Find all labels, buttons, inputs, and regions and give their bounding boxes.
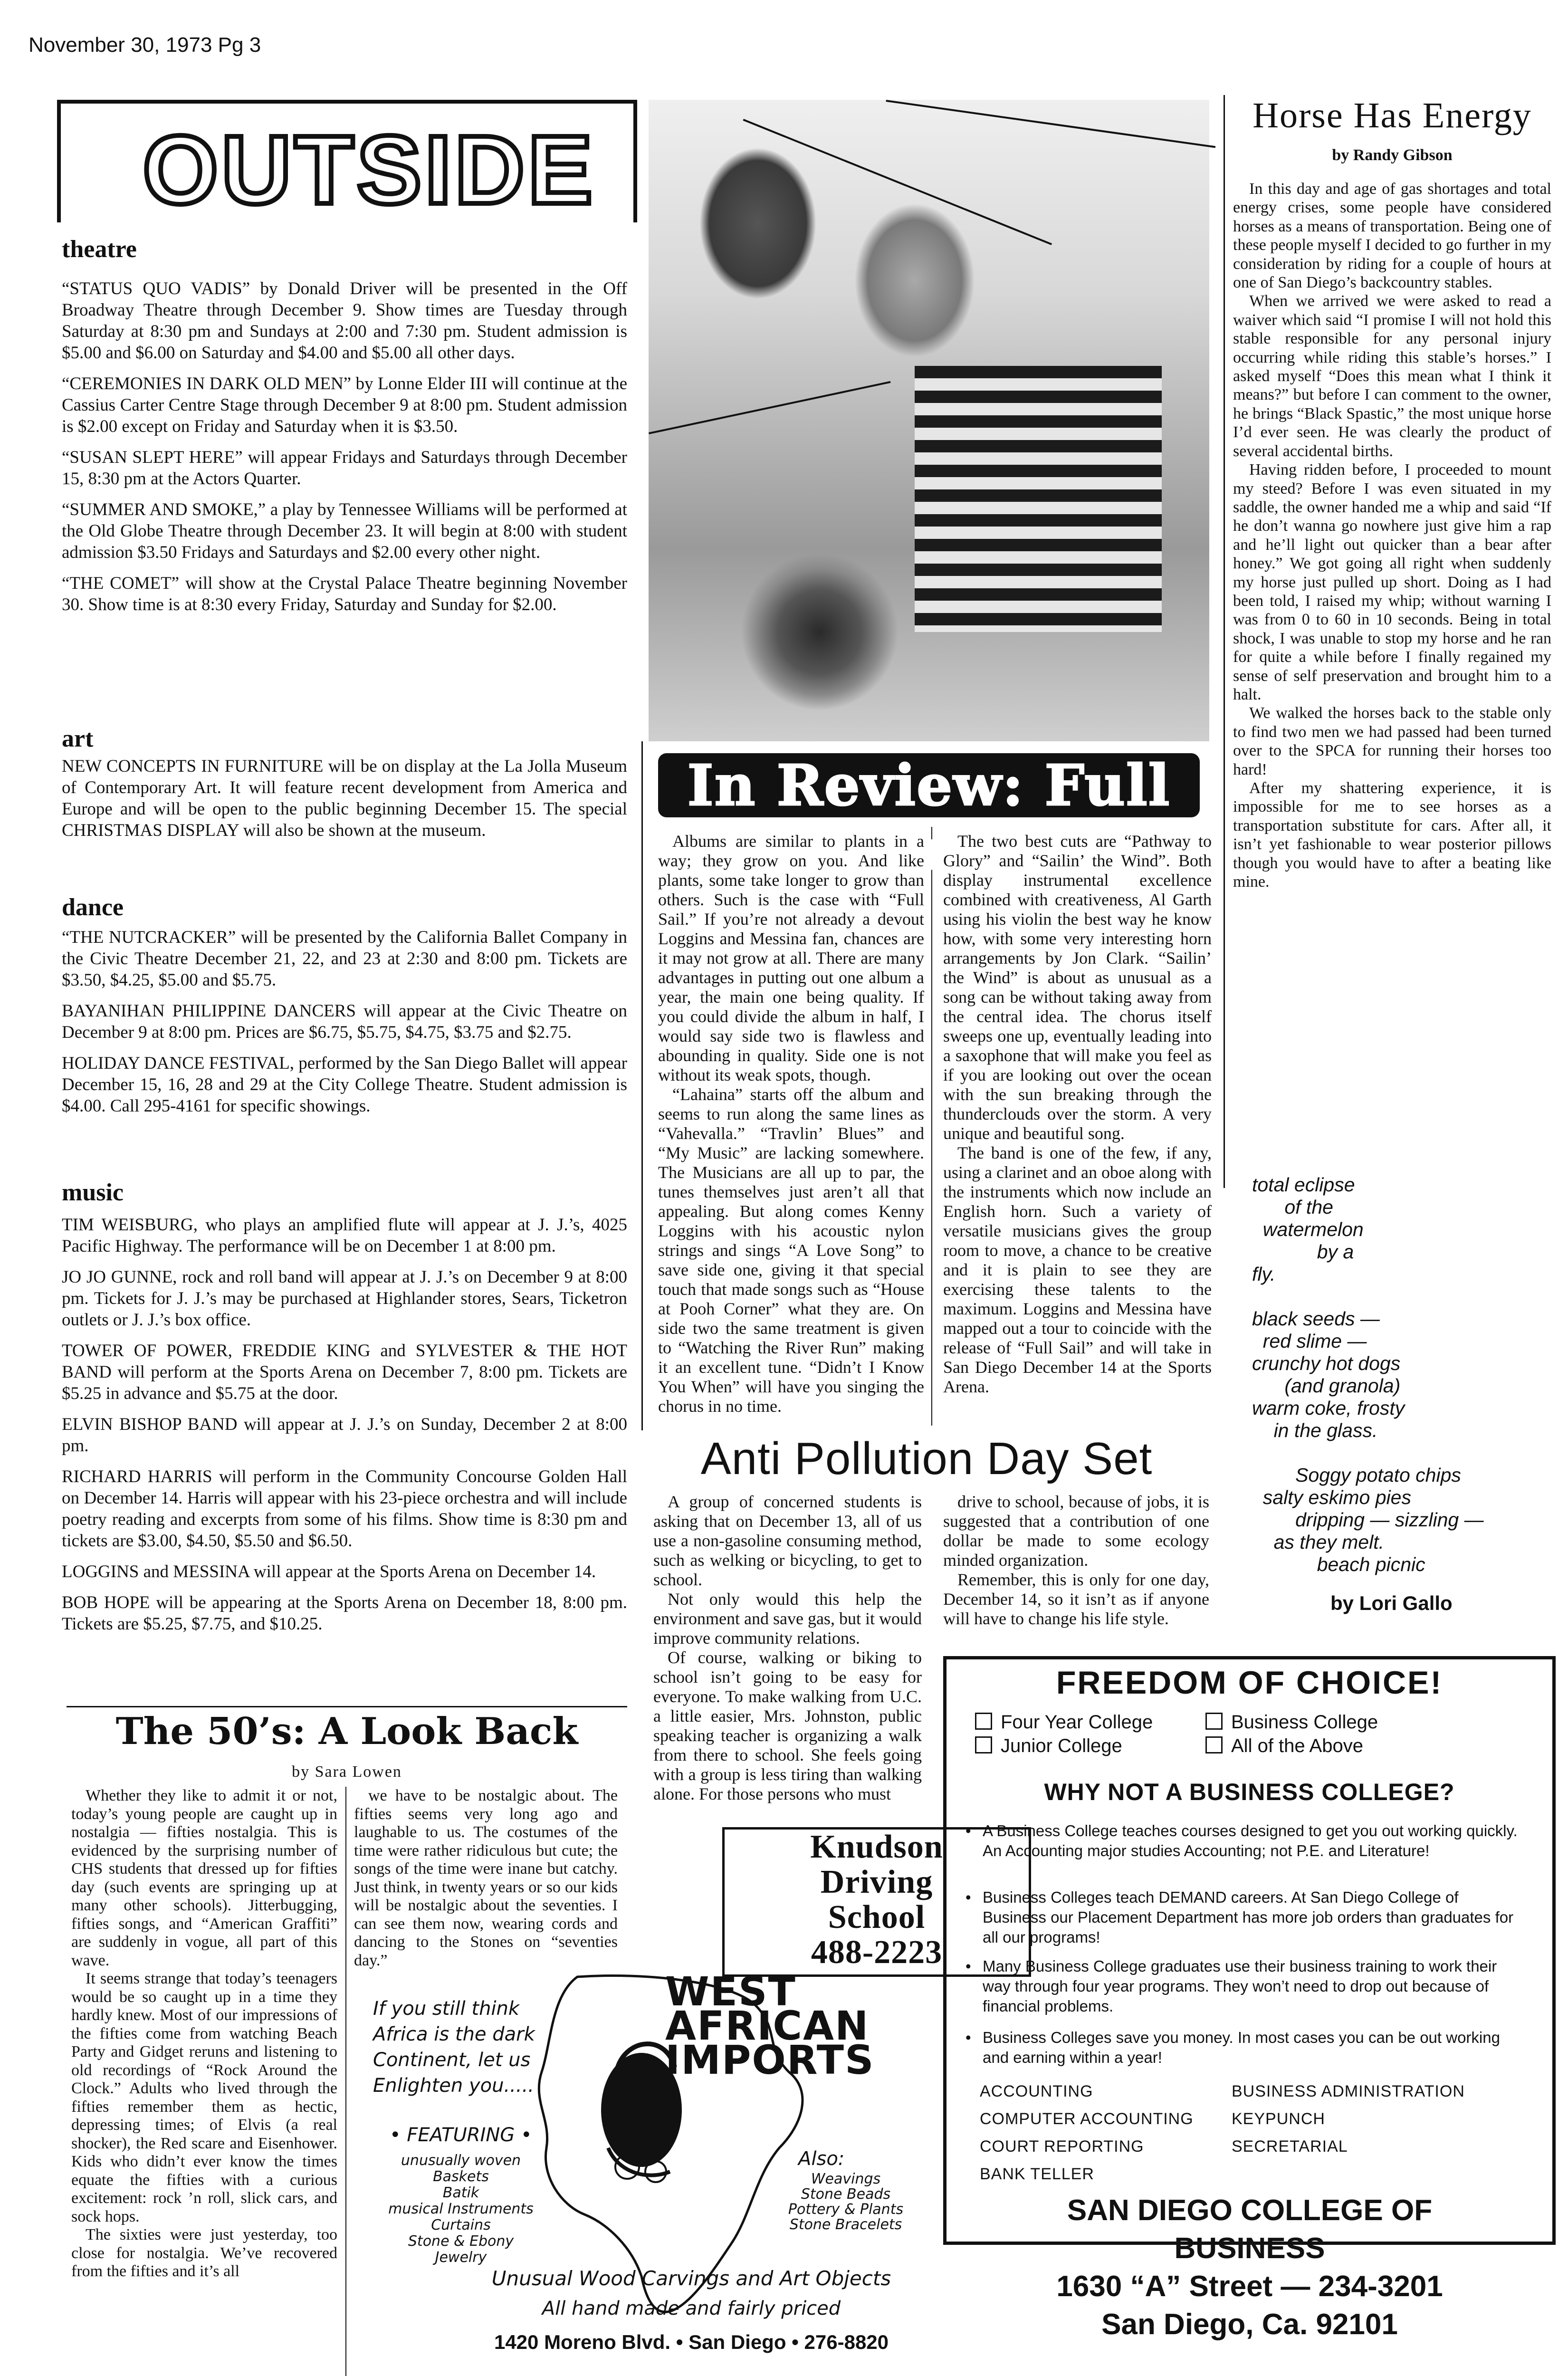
poem-author: by Lori Gallo (1330, 1592, 1453, 1614)
west-african-address: 1420 Moreno Blvd. • San Diego • 276-8820 (494, 2331, 889, 2353)
featuring-item: musical Instruments (388, 2201, 534, 2217)
theatre-item: “THE COMET” will show at the Crystal Palace Theatre beginning November 30. Show time is at 8:30 every Friday, Saturday and Sunday for $2.00. (62, 574, 627, 614)
poem-line: dripping — sizzling — (1252, 1509, 1484, 1531)
poem-line: watermelon (1252, 1218, 1364, 1240)
poem-line: black seeds — (1252, 1308, 1380, 1330)
poem-line: fly. (1252, 1263, 1276, 1285)
column-rule (641, 741, 643, 1430)
ad-bullet: • A Business College teaches courses designed to get you out working quickly. An Accounting major studies Accounting; not P.E. and Literature! (966, 1822, 1518, 1859)
west-african-tagline: All hand made and fairly priced (542, 2298, 841, 2319)
dance-item: “THE NUTCRACKER” will be presented by the California Ballet Company in the Civic Theatre December 21, 22, and 23 at 2:30 and 8:00 pm. Tickets are $3.50, $4.25, $5.00 and $5.75. (62, 928, 627, 990)
fifties-paragraph: we have to be nostalgic about. The fifties seems very long ago and laughable to us. The costumes of the time were rather ridiculous but cute; the songs of the time were inane but catchy. Just think, in twenty years or so our kids will be nostalgic about the seventies. I can see them now, wearing cords and dancing to the Stones on “seventies day.” (354, 1787, 618, 1969)
anti-pollution-paragraph: Remember, this is only for one day, December 14, so it isn’t as if anyone will have to change his life style. (943, 1570, 1209, 1628)
poem-line (1252, 1442, 1551, 1464)
poem-line: red slime — (1252, 1330, 1367, 1352)
fifties-paragraph: The sixties were just yesterday, too close for nostalgia. We’ve recovered from the fifties and it’s all (71, 2226, 337, 2280)
anti-pollution-title: Anti Pollution Day Set (700, 1433, 1153, 1484)
music-item: LOGGINS and MESSINA will appear at the Sports Arena on December 14. (62, 1562, 596, 1581)
review-banner-text: In Review: Full Sail (687, 752, 1171, 882)
music-listings (62, 1214, 627, 1644)
art-listings (62, 756, 627, 851)
poem-line: total eclipse (1252, 1174, 1355, 1196)
college-name-line: SAN DIEGO COLLEGE OF (1067, 2194, 1433, 2227)
checkbox-label: Business College (1231, 1712, 1378, 1733)
knudson-line: 488-2223 (811, 1934, 943, 1971)
college-name-block (943, 2192, 1556, 2344)
headline-line: IMPORTS (665, 2037, 875, 2083)
music-item: TOWER OF POWER, FREDDIE KING and SYLVESTER & THE HOT BAND will perform at the Sports Arena on December 7, 8:00 pm. Tickets are $5.25 in advance and $5.75 at the door. (62, 1341, 627, 1403)
dance-item: BAYANIHAN PHILIPPINE DANCERS will appear at the Civic Theatre on December 9 at 8:00 pm. Prices are $6.75, $5.75, $4.75, $3.75 and $2.75. (62, 1001, 627, 1042)
checkbox-all (1205, 1735, 1363, 1757)
bullet-icon: • (966, 1822, 971, 1839)
checkbox-icon (1205, 1736, 1223, 1753)
horse-article-body (1233, 180, 1551, 891)
fifties-paragraph: It seems strange that today’s teenagers would be so caught up in a time they hardly knew. Most of our impressions of the fifties come from watching Beach Party and Gidget reruns and listening to old recordings of “Rock Around the Clock.” Adults who lived through the fifties remember them as hectic, depressing times; of Elvis (a real shocker), the Red scare and Eisenhower. Kids who didn’t ever know the times equate the fifties with a curious excitement: rock ’n roll, slick cars, and sock hops. (71, 1970, 337, 2225)
horse-paragraph: Having ridden before, I proceeded to mount my steed? Before I was even situated in my saddle, the owner handed me a whip and said “If he don’t wanna go nowhere just give him a rap and he’ll light out quicker than a bear after honey.” We got going all right when suddenly my horse just pulled up short. Doing as I had been told, I raised my whip; without warning I was from 0 to 60 in 10 seconds. Being in total shock, I was unable to stop my horse and he ran for quite a while before I finally regained my sense of self preservation and brought him to a halt. (1233, 461, 1551, 703)
copy-line: Africa is the dark (373, 2023, 535, 2045)
band-photo (649, 100, 1209, 741)
poem-line: by a (1252, 1241, 1354, 1263)
also-item: Weavings (811, 2171, 881, 2187)
knudson-line: School (828, 1899, 926, 1935)
poem-line: (and granola) (1252, 1375, 1401, 1397)
horse-paragraph: When we arrived we were asked to read a waiver which said “I promise I will not hold this stable responsible for any personal injury occurring while riding this stable’s horses.” I asked myself “Does this mean what I think it means?” but before I can comment to the owner, he brings “Black Spastic,” the most unique horse I’d ever seen. He was clearly the product of several accidental births. (1233, 292, 1551, 460)
course-item: BANK TELLER (980, 2165, 1094, 2183)
also-label: Also: (798, 2148, 845, 2170)
checkbox-label: Junior College (1001, 1735, 1122, 1756)
college-address: 1630 “A” Street — 234-3201 (1056, 2270, 1443, 2303)
freedom-ad-question: WHY NOT A BUSINESS COLLEGE? (1044, 1779, 1455, 1805)
music-heading: music (62, 1179, 124, 1206)
headline-line: WEST (665, 1968, 796, 2015)
course-item: SECRETARIAL (1232, 2137, 1348, 2156)
review-column-1 (658, 832, 924, 1416)
checkbox-business (1205, 1712, 1378, 1733)
theatre-item: “SUMMER AND SMOKE,” a play by Tennessee Williams will be performed at the Old Globe Theatre through December 23. It will begin at 8:00 with student admission $3.50 Fridays and Saturdays and $2.00 every other night. (62, 500, 627, 562)
copy-line: Continent, let us (373, 2049, 531, 2071)
art-heading: art (62, 725, 94, 752)
anti-pollution-paragraph: Of course, walking or biking to school isn’t going to be easy for everyone. To make walking from U.C. a little easier, Mrs. Johnston, public speaking teacher is organizing a walk from there to school. She feels going with a group is less tiring than walking alone. For those persons who must (653, 1648, 922, 1803)
column-rule (345, 1787, 346, 2376)
featuring-list (380, 2153, 542, 2266)
checkbox-four-year (975, 1712, 1153, 1733)
anti-pollution-column-2 (943, 1492, 1209, 1629)
featuring-item: Stone & Ebony Jewelry (408, 2233, 514, 2266)
poem-line: Soggy potato chips (1252, 1464, 1461, 1486)
music-item: TIM WEISBURG, who plays an amplified flute will appear at J. J.’s, 4025 Pacific Highway. The performance will be on December 1 at 8:00 pm. (62, 1215, 627, 1256)
horse-paragraph: After my shattering experience, it is impossible for me to see horses as a transportation substitute for cars. After all, it isn’t yet fashionable to wear posterior pillows though you would have to after a beating like mine. (1233, 779, 1551, 891)
review-paragraph: The two best cuts are “Pathway to Glory” and “Sailin’ the Wind”. Both display instrumental excellence combined with creativeness, Al Garth using his violin the best way he know how, with some very interesting horn arrangements by Jon Clark. “Sailin’ the Wind” is about as unusual as a song can be without taking away from the central idea. The chorus itself sweeps one up, eventually leading into a saxophone that will make you feel as if you are looking out over the ocean with the sun breaking through the thunderclouds over the storm. A very unique and beautiful song. (943, 832, 1212, 1143)
poem (1252, 1174, 1551, 1576)
poem-line: salty eskimo pies (1252, 1486, 1411, 1508)
college-city: San Diego, Ca. 92101 (1101, 2308, 1398, 2341)
poem-line (1252, 1285, 1551, 1308)
music-item: JO JO GUNNE, rock and roll band will appear at J. J.’s on December 9 at 8:00 pm. Tickets for J. J.’s may be purchased at Highlander stores, Sears, Ticketron outlets or J. J.’s box office. (62, 1267, 627, 1330)
music-item: RICHARD HARRIS will perform in the Community Concourse Golden Hall on December 14. Harris will appear with his 23-piece orchestra and will include poetry reading and excerpts from some of his films. Show time is 8:30 pm and tickets are $3.00, $4.50, $5.50 and $6.50. (62, 1467, 627, 1551)
checkbox-junior (975, 1735, 1122, 1757)
review-banner (658, 752, 1200, 882)
dance-listings (62, 927, 627, 1126)
ad-bullet: • Many Business College graduates use their business training to work their way through four year programs. They won’t need to drop out because of financial problems. (966, 1957, 1497, 2015)
ad-bullet: • Business Colleges save you money. In most cases you can be out working and earning within a year! (966, 2029, 1500, 2066)
course-item: COMPUTER ACCOUNTING (980, 2110, 1194, 2128)
knudson-line: Driving (820, 1864, 933, 1900)
west-african-tagline: Unusual Wood Carvings and Art Objects (491, 2267, 891, 2290)
also-list (779, 2172, 912, 2232)
featuring-item: Batik (442, 2184, 479, 2201)
theatre-item: “SUSAN SLEPT HERE” will appear Fridays and Saturdays through December 15, 8:30 pm at the Actors Quarter. (62, 448, 627, 489)
theatre-heading: theatre (62, 236, 137, 263)
also-item: Pottery & Plants (788, 2201, 904, 2218)
dance-heading: dance (62, 894, 124, 921)
featuring-item: unusually woven Baskets (401, 2152, 521, 2185)
art-item: NEW CONCEPTS IN FURNITURE will be on display at the La Jolla Museum of Contemporary Art. It will feature recent development from America and Europe and will be open to the public beginning December 15. The special CHRISTMAS DISPLAY will also be shown at the museum. (62, 757, 627, 840)
copy-line: If you still think (373, 1998, 520, 2020)
music-item: BOB HOPE will be appearing at the Sports Arena on December 18, 8:00 pm. Tickets are $5.25, $7.75, and $10.25. (62, 1593, 627, 1634)
copy-line: Enlighten you..... (373, 2075, 535, 2097)
horse-article-title: Horse Has Energy (1252, 96, 1532, 135)
page-dateline: November 30, 1973 Pg 3 (29, 33, 261, 57)
checkbox-label: All of the Above (1231, 1735, 1363, 1756)
west-african-imports-ad (361, 1967, 1022, 2362)
section-rule (67, 1706, 627, 1707)
fifties-article-title: The 50’s: A Look Back (115, 1710, 578, 1753)
theatre-item: “STATUS QUO VADIS” by Donald Driver will be presented in the Off Broadway Theatre through December 9. Show times are Tuesday through Saturday at 8:30 pm and Sundays at 2:00 and 7:30 pm. Student admission is $5.00 and $6.00 on Saturday and $4.00 and $5.00 all other days. (62, 279, 627, 363)
fifties-article-byline: by Sara Lowen (292, 1763, 402, 1781)
theatre-listings (62, 278, 627, 625)
poem-line: as they melt. (1252, 1531, 1384, 1553)
west-african-left-copy (373, 1996, 535, 2098)
featuring-item: Curtains (431, 2217, 491, 2233)
poem-line: of the (1252, 1196, 1333, 1218)
anti-pollution-paragraph: drive to school, because of jobs, it is suggested that a contribution of one dollar be made to some ecology minded organization. (943, 1492, 1209, 1570)
anti-pollution-paragraph: Not only would this help the environment and save gas, but it would improve community relations. (653, 1590, 922, 1648)
checkbox-icon (1205, 1713, 1223, 1730)
horse-paragraph: In this day and age of gas shortages and total energy crises, some people have considered horses as a means of transportation. Being one of these people myself I decided to go further in my consideration by riding for a couple of hours at one of San Diego’s backcountry stables. (1233, 180, 1551, 292)
business-college-ad (943, 1656, 1556, 2245)
knudson-line: Knudson (810, 1829, 943, 1865)
dance-item: HOLIDAY DANCE FESTIVAL, performed by the San Diego Ballet will appear December 15, 16, 28 and 29 at the City College Theatre. Student admission is $4.00. Call 295-4161 for specific showings. (62, 1054, 627, 1116)
horse-paragraph: We walked the horses back to the stable only to find two men we had passed had been turned over to the SPCA for running their horses too hard! (1233, 704, 1551, 778)
also-item: Stone Beads (801, 2186, 891, 2203)
anti-pollution-paragraph: A group of concerned students is asking that on December 13, all of us use a non-gasoline consuming method, such as welking or bicycling, to get to school. (653, 1492, 922, 1589)
course-item: ACCOUNTING (980, 2082, 1093, 2100)
poem-line: in the glass. (1252, 1419, 1378, 1441)
checkbox-icon (975, 1713, 992, 1730)
west-african-headline (665, 1968, 875, 2083)
theatre-item: “CEREMONIES IN DARK OLD MEN” by Lonne Elder III will continue at the Cassius Carter Centre Stage through December 9 at 8:00 pm. Student admission is $2.00 except on Friday and Saturday when it is $3.50. (62, 374, 627, 436)
bullet-icon: • (966, 1888, 971, 1906)
column-rule (1224, 95, 1225, 1188)
bullet-icon: • (966, 1957, 971, 1975)
course-item: BUSINESS ADMINISTRATION (1232, 2082, 1465, 2100)
course-item: KEYPUNCH (1232, 2110, 1325, 2128)
review-paragraph: The band is one of the few, if any, using a clarinet and an oboe along with the instruments which now include an English horn. Such a variety of versatile musicians gives the group room to move, a chance to be creative and it is plain to see they are exercising these talents to the maximum. Loggins and Messina have mapped out a tour to coincide with the release of “Full Sail” and will take in San Diego December 14 at the Sports Arena. (943, 1143, 1212, 1396)
headline-line: AFRICAN (665, 2002, 870, 2049)
outside-title: OUTSIDE (143, 115, 596, 224)
review-paragraph: “Lahaina” starts off the album and seems to run along the same lines as “Vahevalla.” “Travlin’ Blues” and “My Music” are lacking somewhere. The Musicians are all up to par, the tunes themselves just aren’t all that appealing. But along comes Kenny Loggins with his acoustic nylon strings and sings “A Love Song” to save side one, giving it that special touch that made songs such as “House at Pooh Corner” what they are. On side two the same treatment is given to “Watching the River Run” making it an excellent tune. “Didn’t I Know You When” will have you singing the chorus in no time. (658, 1085, 924, 1416)
college-name-line: BUSINESS (1174, 2232, 1325, 2265)
checkbox-label: Four Year College (1001, 1712, 1153, 1733)
poem-line: warm coke, frosty (1252, 1397, 1405, 1419)
bullet-icon: • (966, 2029, 971, 2046)
freedom-ad-title: FREEDOM OF CHOICE! (1056, 1665, 1443, 1701)
fifties-paragraph: Whether they like to admit it or not, today’s young people are caught up in nostalgia — fifties nostalgia. This is evidenced by the surprising number of CHS students that dressed up for fifties day (such events are springing up at many other schools). Jitterbugging, fifties songs, and “American Graffiti” are suddenly in vogue, all part of this wave. (71, 1787, 337, 1969)
fifties-column-1 (71, 1787, 337, 2281)
music-item: ELVIN BISHOP BAND will appear at J. J.’s on Sunday, December 2 at 8:00 pm. (62, 1415, 627, 1456)
poem-line: beach picnic (1252, 1553, 1425, 1575)
ad-bullet: • Business Colleges teach DEMAND careers. At San Diego College of Business our Placement Department has more job orders than graduates for all our programs! (966, 1888, 1514, 1946)
review-column-2 (943, 832, 1212, 1397)
course-item: COURT REPORTING (980, 2137, 1144, 2156)
review-paragraph: Albums are similar to plants in a way; they grow on you. And like plants, some take longer to grow than others. Such is the case with “Full Sail.” If you’re not already a devout Loggins and Messina fan, chances are it may not grow at all. There are many advantages in putting out one album a year, the main one being quality. If you could divide the album in half, I would say side two is flawless and abounding in quality. Side one is not without its weak spots, though. (658, 832, 924, 1084)
anti-pollution-column-1 (653, 1492, 922, 1804)
poem-line: crunchy hot dogs (1252, 1352, 1401, 1374)
horse-article-byline: by Randy Gibson (1332, 146, 1453, 164)
checkbox-icon (975, 1736, 992, 1753)
also-item: Stone Bracelets (789, 2216, 902, 2233)
column-rule (931, 827, 932, 1426)
featuring-label: • FEATURING • (390, 2124, 532, 2146)
fifties-column-2 (354, 1787, 618, 1970)
